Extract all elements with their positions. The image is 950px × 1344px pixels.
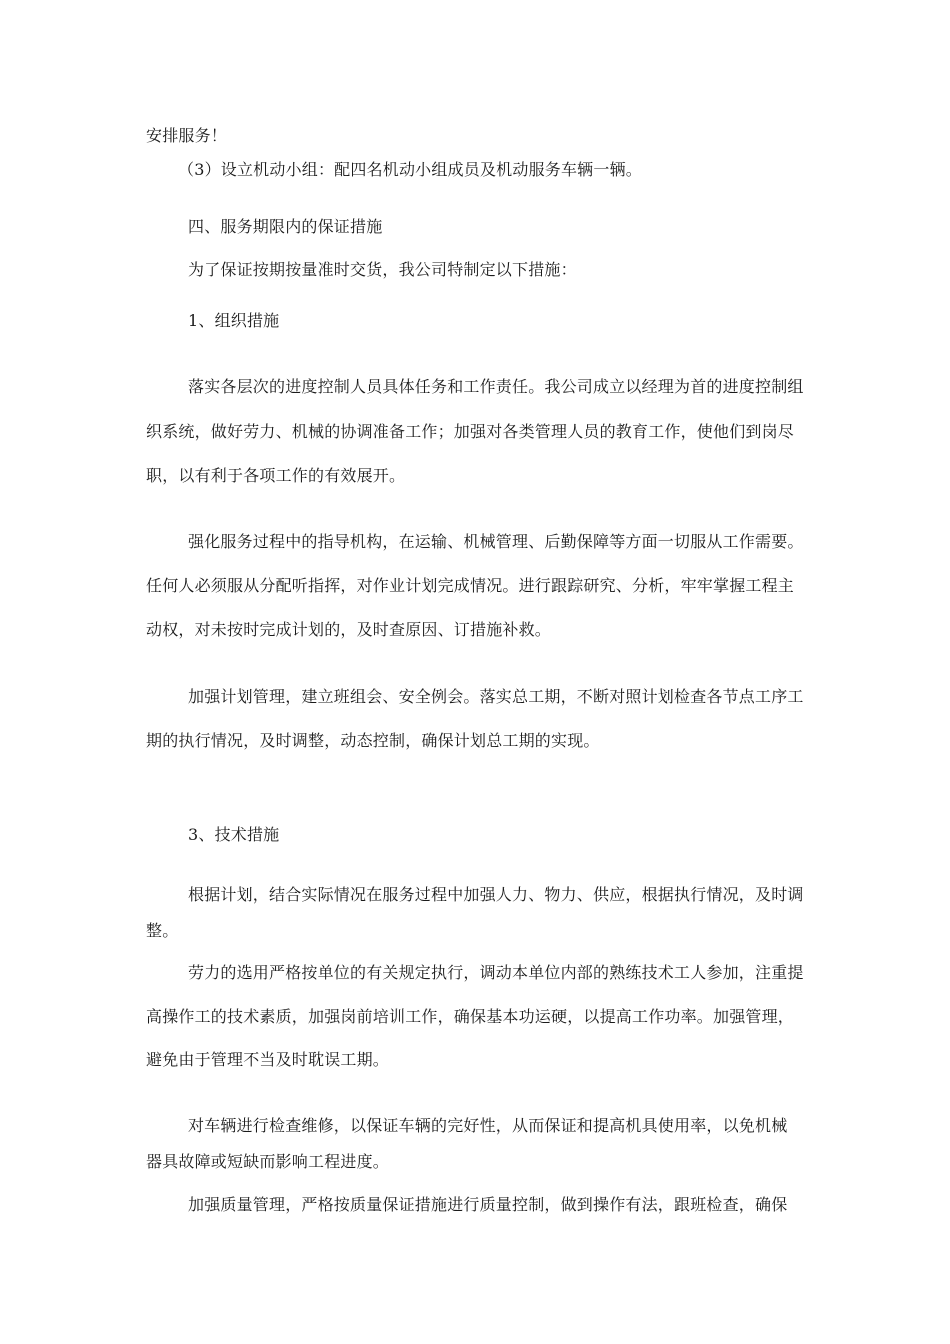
intro-paragraph: 为了保证按期按量准时交货，我公司特制定以下措施： bbox=[188, 260, 577, 279]
paragraph-line: 任何人必须服从分配听指挥，对作业计划完成情况。进行跟踪研究、分析，牢牢掌握工程主 bbox=[146, 576, 795, 595]
paragraph-line: 器具故障或短缺而影响工程进度。 bbox=[146, 1152, 390, 1171]
paragraph-line: 根据计划，结合实际情况在服务过程中加强人力、物力、供应，根据执行情况，及时调 bbox=[188, 885, 804, 904]
paragraph-line: 动权，对未按时完成计划的，及时查原因、订措施补救。 bbox=[146, 620, 552, 639]
paragraph-line: 高操作工的技术素质，加强岗前培训工作，确保基本功运硬，以提高工作功率。加强管理， bbox=[146, 1007, 795, 1026]
list-item-3: （3）设立机动小组：配四名机动小组成员及机动服务车辆一辆。 bbox=[178, 160, 642, 179]
subheading-organization: 1、组织措施 bbox=[188, 311, 280, 330]
paragraph-line: 职，以有利于各项工作的有效展开。 bbox=[146, 466, 406, 485]
paragraph-line: 加强质量管理，严格按质量保证措施进行质量控制，做到操作有法，跟班检查，确保 bbox=[188, 1195, 788, 1214]
paragraph-line: 织系统，做好劳力、机械的协调准备工作；加强对各类管理人员的教育工作，使他们到岗尽 bbox=[146, 422, 795, 441]
paragraph-line: 期的执行情况，及时调整，动态控制，确保计划总工期的实现。 bbox=[146, 731, 600, 750]
paragraph-line: 强化服务过程中的指导机构，在运输、机械管理、后勤保障等方面一切服从工作需要。 bbox=[188, 532, 804, 551]
subheading-technical: 3、技术措施 bbox=[188, 825, 280, 844]
paragraph-line: 劳力的选用严格按单位的有关规定执行，调动本单位内部的熟练技术工人参加，注重提 bbox=[188, 963, 804, 982]
paragraph-line: 落实各层次的进度控制人员具体任务和工作责任。我公司成立以经理为首的进度控制组 bbox=[188, 377, 804, 396]
paragraph-line: 对车辆进行检查维修，以保证车辆的完好性，从而保证和提高机具使用率，以免机械 bbox=[188, 1116, 788, 1135]
paragraph-line: 整。 bbox=[146, 921, 179, 940]
text-line: 安排服务！ bbox=[146, 126, 228, 145]
paragraph-line: 避免由于管理不当及时耽误工期。 bbox=[146, 1050, 390, 1069]
section-heading-4: 四、服务期限内的保证措施 bbox=[188, 217, 383, 236]
paragraph-line: 加强计划管理，建立班组会、安全例会。落实总工期，不断对照计划检查各节点工序工 bbox=[188, 687, 804, 706]
